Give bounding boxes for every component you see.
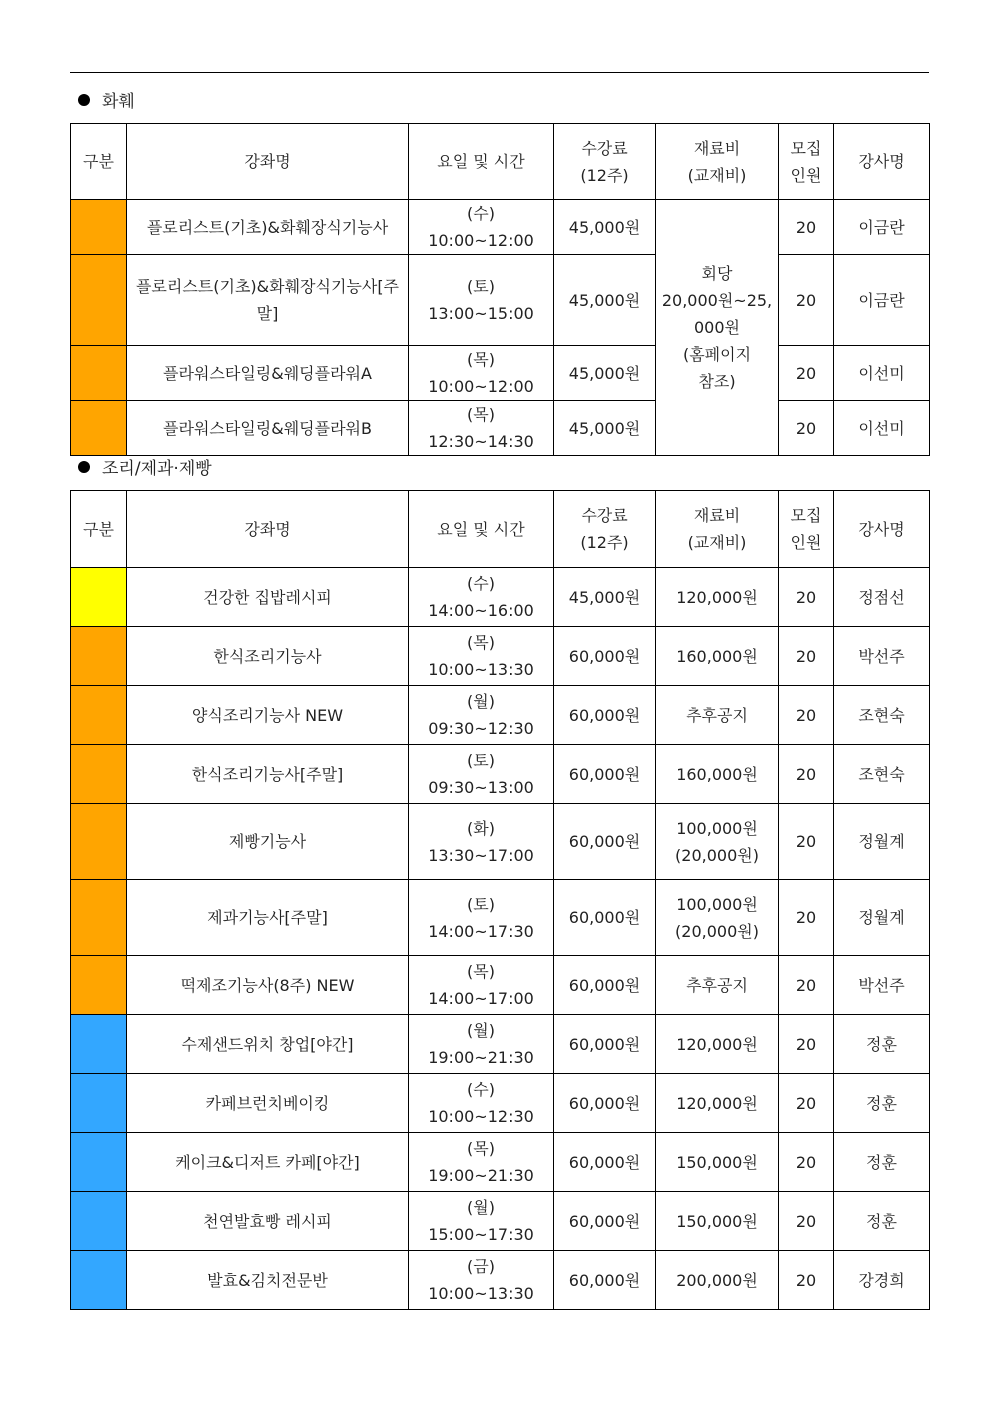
- course-fee: 60,000원: [554, 686, 656, 745]
- section-title-flowers: [78, 87, 135, 112]
- course-time: (수) 10:00~12:00: [409, 200, 554, 255]
- course-material-fee: 추후공지: [656, 956, 779, 1015]
- course-name: 떡제조기능사(8주) NEW: [127, 956, 409, 1015]
- category-color-swatch: [71, 745, 127, 804]
- course-fee: 60,000원: [554, 880, 656, 956]
- course-fee: 60,000원: [554, 956, 656, 1015]
- course-capacity: 20: [779, 1192, 834, 1251]
- header-time: 요일 및 시간: [409, 124, 554, 200]
- course-material-fee: 120,000원: [656, 1074, 779, 1133]
- table-row: [71, 1192, 930, 1251]
- course-instructor: 박선주: [834, 956, 930, 1015]
- course-name: 한식조리기능사: [127, 627, 409, 686]
- header-capacity: 모집 인원: [779, 124, 834, 200]
- course-capacity: 20: [779, 255, 834, 346]
- course-name: 수제샌드위치 창업[야간]: [127, 1015, 409, 1074]
- course-instructor: 조현숙: [834, 686, 930, 745]
- table-row: [71, 745, 930, 804]
- table-row: [71, 1251, 930, 1310]
- course-capacity: 20: [779, 1015, 834, 1074]
- course-instructor: 정월계: [834, 804, 930, 880]
- course-material-fee: 160,000원: [656, 745, 779, 804]
- course-material-fee: 100,000원 (20,000원): [656, 880, 779, 956]
- header-category: 구분: [71, 124, 127, 200]
- course-time: (토) 09:30~13:00: [409, 745, 554, 804]
- table-row: [71, 200, 930, 255]
- course-name: 플라워스타일링&웨딩플라워B: [127, 401, 409, 456]
- course-capacity: 20: [779, 568, 834, 627]
- course-time: (수) 10:00~12:30: [409, 1074, 554, 1133]
- course-name: 건강한 집밥레시피: [127, 568, 409, 627]
- header-instructor: 강사명: [834, 491, 930, 568]
- header-course: 강좌명: [127, 491, 409, 568]
- course-capacity: 20: [779, 745, 834, 804]
- course-time: (목) 12:30~14:30: [409, 401, 554, 456]
- course-name: 천연발효빵 레시피: [127, 1192, 409, 1251]
- course-material-fee: 150,000원: [656, 1192, 779, 1251]
- course-instructor: 이금란: [834, 200, 930, 255]
- course-material-fee: 120,000원: [656, 568, 779, 627]
- course-material-fee: 150,000원: [656, 1133, 779, 1192]
- course-capacity: 20: [779, 627, 834, 686]
- category-color-swatch: [71, 1192, 127, 1251]
- course-time: (수) 14:00~16:00: [409, 568, 554, 627]
- course-instructor: 이금란: [834, 255, 930, 346]
- category-color-swatch: [71, 1015, 127, 1074]
- course-instructor: 이선미: [834, 346, 930, 401]
- category-color-swatch: [71, 568, 127, 627]
- shared-material-fee: 회당 20,000원~25, 000원 (홈페이지 참조): [656, 200, 779, 456]
- course-fee: 60,000원: [554, 1074, 656, 1133]
- course-time: (월) 15:00~17:30: [409, 1192, 554, 1251]
- category-color-swatch: [71, 1133, 127, 1192]
- course-material-fee: 200,000원: [656, 1251, 779, 1310]
- course-name: 양식조리기능사 NEW: [127, 686, 409, 745]
- table-row: [71, 1074, 930, 1133]
- table-header-row: [71, 124, 930, 200]
- top-rule: [70, 72, 929, 73]
- course-time: (화) 13:30~17:00: [409, 804, 554, 880]
- table-row: [71, 627, 930, 686]
- category-color-swatch: [71, 880, 127, 956]
- course-capacity: 20: [779, 956, 834, 1015]
- course-capacity: 20: [779, 1251, 834, 1310]
- course-time: (목) 14:00~17:00: [409, 956, 554, 1015]
- category-color-swatch: [71, 686, 127, 745]
- course-time: (목) 10:00~12:00: [409, 346, 554, 401]
- cooking-course-table: [70, 490, 930, 1310]
- header-time: 요일 및 시간: [409, 491, 554, 568]
- course-material-fee: 120,000원: [656, 1015, 779, 1074]
- category-color-swatch: [71, 200, 127, 255]
- section-title-cooking: [78, 454, 212, 479]
- course-name: 플라워스타일링&웨딩플라워A: [127, 346, 409, 401]
- header-capacity: 모집 인원: [779, 491, 834, 568]
- course-material-fee: 추후공지: [656, 686, 779, 745]
- course-time: (금) 10:00~13:30: [409, 1251, 554, 1310]
- course-instructor: 정훈: [834, 1074, 930, 1133]
- course-fee: 45,000원: [554, 200, 656, 255]
- category-color-swatch: [71, 401, 127, 456]
- header-fee: 수강료 (12주): [554, 124, 656, 200]
- course-instructor: 정훈: [834, 1192, 930, 1251]
- category-color-swatch: [71, 1074, 127, 1133]
- course-fee: 60,000원: [554, 1133, 656, 1192]
- course-material-fee: 160,000원: [656, 627, 779, 686]
- category-color-swatch: [71, 1251, 127, 1310]
- course-capacity: 20: [779, 880, 834, 956]
- course-capacity: 20: [779, 200, 834, 255]
- table-row: [71, 880, 930, 956]
- table-header-row: [71, 491, 930, 568]
- course-material-fee: 100,000원 (20,000원): [656, 804, 779, 880]
- course-instructor: 강경희: [834, 1251, 930, 1310]
- course-instructor: 이선미: [834, 401, 930, 456]
- table-row: [71, 956, 930, 1015]
- course-instructor: 정월계: [834, 880, 930, 956]
- course-capacity: 20: [779, 1074, 834, 1133]
- header-material: 재료비 (교재비): [656, 124, 779, 200]
- table-row: [71, 255, 930, 346]
- course-name: 플로리스트(기초)&화훼장식기능사[주말]: [127, 255, 409, 346]
- course-instructor: 정점선: [834, 568, 930, 627]
- course-time: (월) 19:00~21:30: [409, 1015, 554, 1074]
- course-time: (월) 09:30~12:30: [409, 686, 554, 745]
- course-capacity: 20: [779, 804, 834, 880]
- course-fee: 60,000원: [554, 627, 656, 686]
- course-name: 제빵기능사: [127, 804, 409, 880]
- course-instructor: 조현숙: [834, 745, 930, 804]
- section-title-text: 화훼: [102, 92, 135, 112]
- course-time: (토) 14:00~17:30: [409, 880, 554, 956]
- course-fee: 45,000원: [554, 401, 656, 456]
- category-color-swatch: [71, 346, 127, 401]
- course-fee: 45,000원: [554, 255, 656, 346]
- category-color-swatch: [71, 627, 127, 686]
- table-row: [71, 346, 930, 401]
- header-instructor: 강사명: [834, 124, 930, 200]
- course-fee: 45,000원: [554, 346, 656, 401]
- course-capacity: 20: [779, 401, 834, 456]
- course-name: 카페브런치베이킹: [127, 1074, 409, 1133]
- header-fee: 수강료 (12주): [554, 491, 656, 568]
- table-row: [71, 568, 930, 627]
- header-course: 강좌명: [127, 124, 409, 200]
- course-name: 플로리스트(기초)&화훼장식기능사: [127, 200, 409, 255]
- course-name: 케이크&디저트 카페[야간]: [127, 1133, 409, 1192]
- category-color-swatch: [71, 956, 127, 1015]
- header-material: 재료비 (교재비): [656, 491, 779, 568]
- course-fee: 60,000원: [554, 1015, 656, 1074]
- course-name: 제과기능사[주말]: [127, 880, 409, 956]
- category-color-swatch: [71, 255, 127, 346]
- table-row: [71, 401, 930, 456]
- course-instructor: 박선주: [834, 627, 930, 686]
- course-instructor: 정훈: [834, 1015, 930, 1074]
- course-capacity: 20: [779, 1133, 834, 1192]
- course-name: 한식조리기능사[주말]: [127, 745, 409, 804]
- course-time: (목) 19:00~21:30: [409, 1133, 554, 1192]
- course-capacity: 20: [779, 686, 834, 745]
- course-time: (목) 10:00~13:30: [409, 627, 554, 686]
- flower-course-table: [70, 123, 930, 456]
- table-row: [71, 804, 930, 880]
- header-category: 구분: [71, 491, 127, 568]
- course-name: 발효&김치전문반: [127, 1251, 409, 1310]
- course-fee: 60,000원: [554, 1192, 656, 1251]
- table-row: [71, 686, 930, 745]
- course-fee: 45,000원: [554, 568, 656, 627]
- bullet-icon: [78, 461, 90, 473]
- course-fee: 60,000원: [554, 1251, 656, 1310]
- table-row: [71, 1015, 930, 1074]
- bullet-icon: [78, 94, 90, 106]
- course-fee: 60,000원: [554, 804, 656, 880]
- section-title-text: 조리/제과·제빵: [102, 459, 212, 479]
- course-capacity: 20: [779, 346, 834, 401]
- course-time: (토) 13:00~15:00: [409, 255, 554, 346]
- table-row: [71, 1133, 930, 1192]
- category-color-swatch: [71, 804, 127, 880]
- course-fee: 60,000원: [554, 745, 656, 804]
- course-instructor: 정훈: [834, 1133, 930, 1192]
